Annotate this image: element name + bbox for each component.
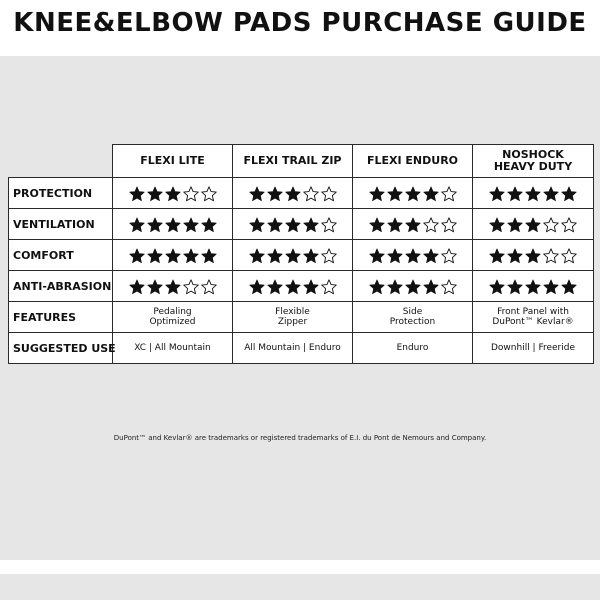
star-outline-icon: [561, 217, 577, 233]
star-filled-icon: [249, 248, 265, 264]
star-outline-icon: [423, 217, 439, 233]
star-filled-icon: [525, 217, 541, 233]
star-filled-icon: [507, 186, 523, 202]
star-rating: [489, 217, 577, 233]
star-filled-icon: [183, 217, 199, 233]
star-outline-icon: [441, 186, 457, 202]
star-filled-icon: [387, 248, 403, 264]
rating-cell: [233, 271, 353, 302]
star-outline-icon: [183, 186, 199, 202]
page-title: KNEE&ELBOW PADS PURCHASE GUIDE: [13, 8, 587, 38]
star-rating: [129, 279, 217, 295]
star-filled-icon: [249, 217, 265, 233]
star-filled-icon: [561, 186, 577, 202]
rating-cell: [473, 271, 594, 302]
row-label-protection: PROTECTION: [9, 178, 113, 209]
star-filled-icon: [285, 217, 301, 233]
header-row: [9, 145, 594, 178]
star-outline-icon: [321, 186, 337, 202]
feature-cell: Side Protection: [353, 302, 473, 333]
star-filled-icon: [369, 217, 385, 233]
star-filled-icon: [249, 279, 265, 295]
table-row: [9, 271, 594, 302]
star-filled-icon: [507, 248, 523, 264]
rating-cell: [233, 178, 353, 209]
star-filled-icon: [267, 248, 283, 264]
star-filled-icon: [423, 248, 439, 264]
star-filled-icon: [129, 248, 145, 264]
star-filled-icon: [525, 279, 541, 295]
star-filled-icon: [369, 279, 385, 295]
star-rating: [249, 217, 337, 233]
star-rating: [249, 279, 337, 295]
star-filled-icon: [303, 248, 319, 264]
star-filled-icon: [387, 217, 403, 233]
star-filled-icon: [147, 279, 163, 295]
row-label-ventilation: VENTILATION: [9, 209, 113, 240]
star-outline-icon: [441, 217, 457, 233]
star-rating: [489, 186, 577, 202]
rating-cell: [473, 240, 594, 271]
star-rating: [129, 186, 217, 202]
row-label-anti-abrasion: ANTI-ABRASION: [9, 271, 113, 302]
rating-cell: [113, 209, 233, 240]
star-rating: [369, 248, 457, 264]
feature-cell: Pedaling Optimized: [113, 302, 233, 333]
star-filled-icon: [165, 186, 181, 202]
star-outline-icon: [441, 248, 457, 264]
rating-cell: [473, 178, 594, 209]
star-filled-icon: [489, 186, 505, 202]
star-outline-icon: [321, 217, 337, 233]
suggested-use-cell: Enduro: [353, 333, 473, 364]
star-filled-icon: [561, 279, 577, 295]
rating-cell: [353, 240, 473, 271]
table-row: [9, 302, 594, 333]
star-filled-icon: [405, 186, 421, 202]
feature-cell: Front Panel with DuPont™ Kevlar®: [473, 302, 594, 333]
star-filled-icon: [387, 186, 403, 202]
star-filled-icon: [423, 186, 439, 202]
star-filled-icon: [543, 186, 559, 202]
row-label-features: FEATURES: [9, 302, 113, 333]
star-rating: [249, 248, 337, 264]
star-filled-icon: [267, 217, 283, 233]
rating-cell: [353, 178, 473, 209]
suggested-use-cell: All Mountain | Enduro: [233, 333, 353, 364]
rating-cell: [113, 240, 233, 271]
star-filled-icon: [369, 248, 385, 264]
rating-cell: [353, 209, 473, 240]
star-filled-icon: [165, 217, 181, 233]
column-header-flexi-enduro: FLEXI ENDURO: [353, 145, 473, 178]
star-outline-icon: [183, 279, 199, 295]
star-filled-icon: [387, 279, 403, 295]
star-filled-icon: [525, 248, 541, 264]
rating-cell: [473, 209, 594, 240]
star-outline-icon: [543, 217, 559, 233]
star-filled-icon: [129, 186, 145, 202]
star-filled-icon: [267, 186, 283, 202]
row-label-comfort: COMFORT: [9, 240, 113, 271]
rating-cell: [233, 209, 353, 240]
star-outline-icon: [561, 248, 577, 264]
star-filled-icon: [543, 279, 559, 295]
star-rating: [129, 248, 217, 264]
star-filled-icon: [507, 217, 523, 233]
star-filled-icon: [201, 217, 217, 233]
star-rating: [489, 279, 577, 295]
rating-cell: [353, 271, 473, 302]
table-row: [9, 178, 594, 209]
star-filled-icon: [267, 279, 283, 295]
star-filled-icon: [285, 186, 301, 202]
star-rating: [489, 248, 577, 264]
bottom-strip: [0, 574, 600, 600]
suggested-use-cell: XC | All Mountain: [113, 333, 233, 364]
star-rating: [369, 217, 457, 233]
feature-cell: Flexible Zipper: [233, 302, 353, 333]
star-rating: [369, 186, 457, 202]
star-filled-icon: [165, 279, 181, 295]
star-outline-icon: [441, 279, 457, 295]
star-filled-icon: [165, 248, 181, 264]
star-outline-icon: [543, 248, 559, 264]
star-filled-icon: [129, 217, 145, 233]
star-rating: [129, 217, 217, 233]
star-filled-icon: [405, 248, 421, 264]
star-filled-icon: [147, 248, 163, 264]
row-label-suggested-use: SUGGESTED USE: [9, 333, 113, 364]
star-filled-icon: [489, 279, 505, 295]
star-outline-icon: [201, 279, 217, 295]
table-row: [9, 209, 594, 240]
star-filled-icon: [201, 248, 217, 264]
rating-cell: [113, 178, 233, 209]
star-filled-icon: [147, 217, 163, 233]
suggested-use-cell: Downhill | Freeride: [473, 333, 594, 364]
star-filled-icon: [507, 279, 523, 295]
star-rating: [369, 279, 457, 295]
star-filled-icon: [249, 186, 265, 202]
star-filled-icon: [147, 186, 163, 202]
star-filled-icon: [285, 248, 301, 264]
star-filled-icon: [525, 186, 541, 202]
column-header-noshock-heavy-duty: NOSHOCK HEAVY DUTY: [473, 145, 594, 178]
star-rating: [249, 186, 337, 202]
star-filled-icon: [489, 248, 505, 264]
star-filled-icon: [129, 279, 145, 295]
star-outline-icon: [201, 186, 217, 202]
rating-cell: [233, 240, 353, 271]
star-outline-icon: [321, 248, 337, 264]
table-row: [9, 240, 594, 271]
star-filled-icon: [369, 186, 385, 202]
corner-cell: [9, 145, 113, 178]
star-outline-icon: [321, 279, 337, 295]
purchase-guide-table: [8, 144, 594, 364]
rating-cell: [113, 271, 233, 302]
star-filled-icon: [405, 217, 421, 233]
star-filled-icon: [405, 279, 421, 295]
column-header-flexi-lite: FLEXI LITE: [113, 145, 233, 178]
table-row: [9, 333, 594, 364]
star-filled-icon: [285, 279, 301, 295]
star-filled-icon: [303, 217, 319, 233]
trademark-footnote: DuPont™ and Kevlar® are trademarks or registered trademarks of E.I. du Pont de Nemours and Company.: [113, 434, 487, 442]
star-outline-icon: [303, 186, 319, 202]
star-filled-icon: [303, 279, 319, 295]
column-header-flexi-trail-zip: FLEXI TRAIL ZIP: [233, 145, 353, 178]
star-filled-icon: [423, 279, 439, 295]
star-filled-icon: [183, 248, 199, 264]
star-filled-icon: [489, 217, 505, 233]
